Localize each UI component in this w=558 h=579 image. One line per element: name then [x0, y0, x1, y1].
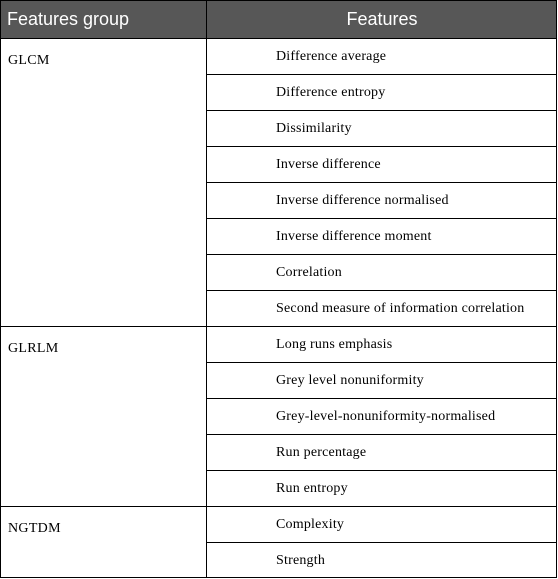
feature-label: Difference average [276, 49, 387, 64]
feature-label: Complexity [276, 517, 345, 532]
feature-row [207, 291, 556, 327]
table-header [1, 1, 556, 39]
feature-row [207, 39, 556, 75]
feature-row [207, 507, 556, 543]
group-cell [1, 39, 206, 327]
feature-row [207, 471, 556, 507]
group-cell [1, 327, 206, 507]
feature-label: Grey level nonuniformity [276, 373, 424, 388]
group-label: GLCM [8, 53, 50, 68]
feature-label: Inverse difference normalised [276, 193, 449, 208]
feature-row [207, 255, 556, 291]
feature-label: Difference entropy [276, 85, 386, 100]
group-label: GLRLM [8, 341, 59, 356]
feature-label: Long runs emphasis [276, 337, 393, 352]
header-features-group: Features group [7, 9, 130, 29]
feature-row [207, 219, 556, 255]
feature-label: Inverse difference [276, 157, 381, 172]
feature-row [207, 147, 556, 183]
feature-label: Dissimilarity [276, 121, 352, 136]
feature-label: Grey-level-nonuniformity-normalised [276, 409, 496, 424]
feature-row [207, 543, 556, 579]
feature-row [207, 111, 556, 147]
feature-label: Second measure of information correlation [276, 301, 525, 316]
feature-label: Run percentage [276, 445, 367, 460]
feature-row [207, 399, 556, 435]
feature-row [207, 327, 556, 363]
header-divider [206, 1, 207, 38]
feature-label: Inverse difference moment [276, 229, 432, 244]
feature-row [207, 75, 556, 111]
feature-row [207, 183, 556, 219]
feature-label: Strength [276, 553, 326, 568]
group-cell [1, 507, 206, 579]
feature-label: Run entropy [276, 481, 348, 496]
feature-row [207, 435, 556, 471]
header-features: Features [346, 9, 418, 29]
feature-row [207, 363, 556, 399]
feature-label: Correlation [276, 265, 342, 280]
group-label: NGTDM [8, 521, 61, 536]
